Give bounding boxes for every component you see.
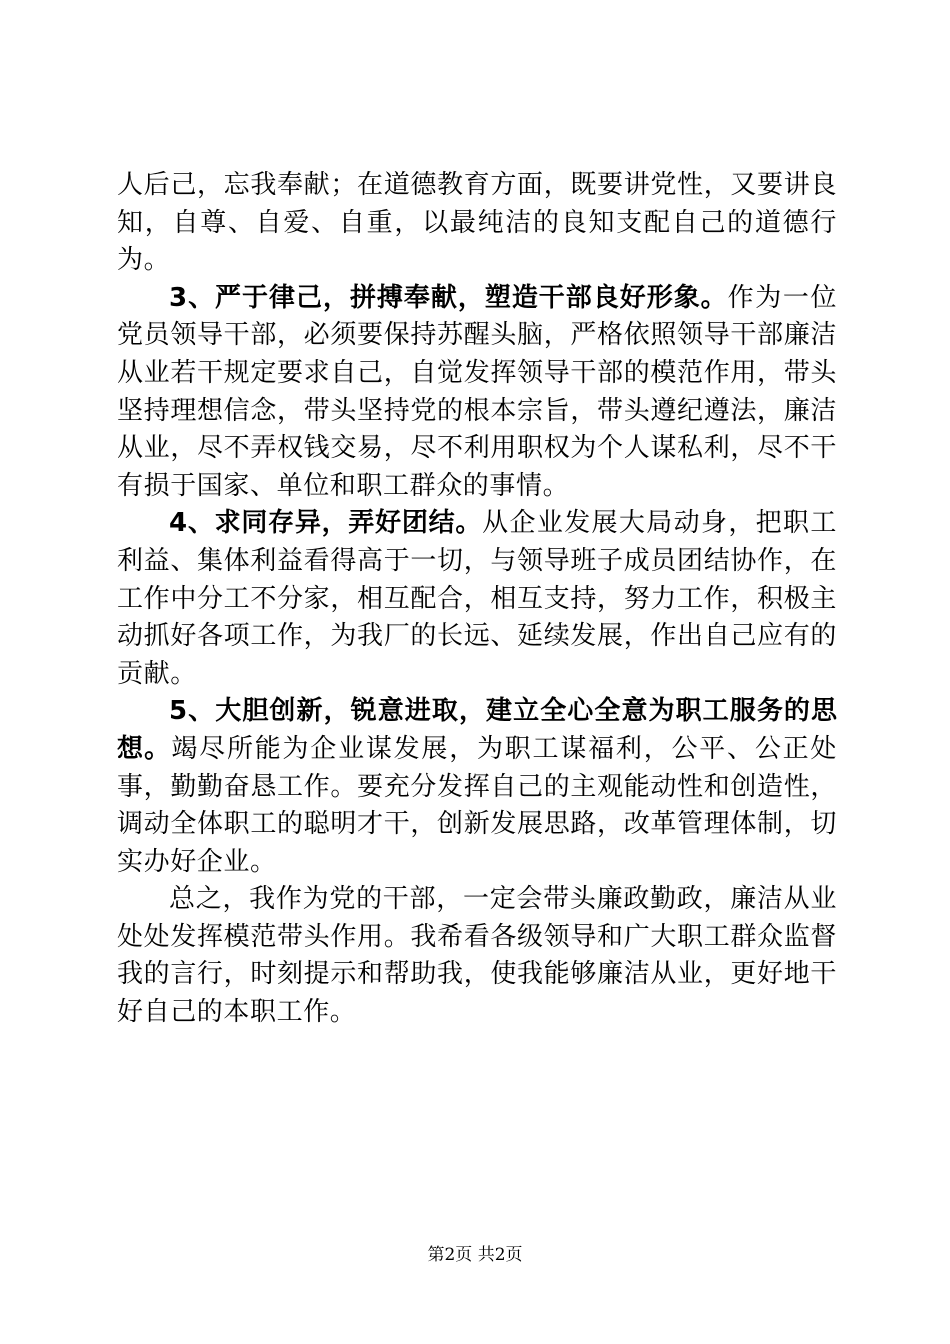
paragraph-conclusion <box>117 881 837 1031</box>
paragraph-item-4 <box>117 505 837 693</box>
page-number-label: 第2页 共2页 <box>427 1245 523 1265</box>
paragraph-text: 从企业发展大局动身，把职工利益、集体利益看得高于一切，与领导班子成员团结协作，在工作中分工不分家，相互配合，相互支持，努力工作，积极主动抓好各项工作，为我厂的长远、延续发展，作出自己应有的贡献。 <box>117 508 837 689</box>
paragraph-text: 总之，我作为党的干部，一定会带头廉政勤政，廉洁从业处处发挥模范带头作用。我希看各级领导和广大职工群众监督我的言行，时刻提示和帮助我，使我能够廉洁从业，更好地干好自己的本职工作。 <box>117 884 837 1028</box>
paragraph-heading: 4、求同存异，弄好团结。 <box>169 508 483 539</box>
paragraph-item-5 <box>117 693 837 881</box>
paragraph-item-3 <box>117 280 837 506</box>
paragraph-heading: 3、严于律己，拼搏奉献，塑造干部良好形象。 <box>169 282 728 313</box>
paragraph-text: 作为一位党员领导干部，必须要保持苏醒头脑，严格依照领导干部廉洁从业若干规定要求自己，自觉发挥领导干部的模范作用，带头坚持理想信念，带头坚持党的根本宗旨，带头遵纪遵法，廉洁从业，尽不弄权钱交易，尽不利用职权为个人谋私利，尽不干有损于国家、单位和职工群众的事情。 <box>117 282 837 501</box>
document-body <box>117 167 837 1032</box>
paragraph-continuation <box>117 167 837 280</box>
paragraph-heading: 5、大胆创新，锐意进取，建立全心全意为职工服务的思想。 <box>117 696 837 764</box>
paragraph-text: 人后己，忘我奉献；在道德教育方面，既要讲党性，又要讲良知，自尊、自爱、自重，以最纯洁的良知支配自己的道德行为。 <box>117 170 837 276</box>
page-footer <box>0 1244 950 1266</box>
paragraph-text: 竭尽所能为企业谋发展，为职工谋福利，公平、公正处事，勤勤奋恳工作。要充分发挥自己的主观能动性和创造性，调动全体职工的聪明才干，创新发展思路，改革管理体制，切实办好企业。 <box>117 733 837 877</box>
